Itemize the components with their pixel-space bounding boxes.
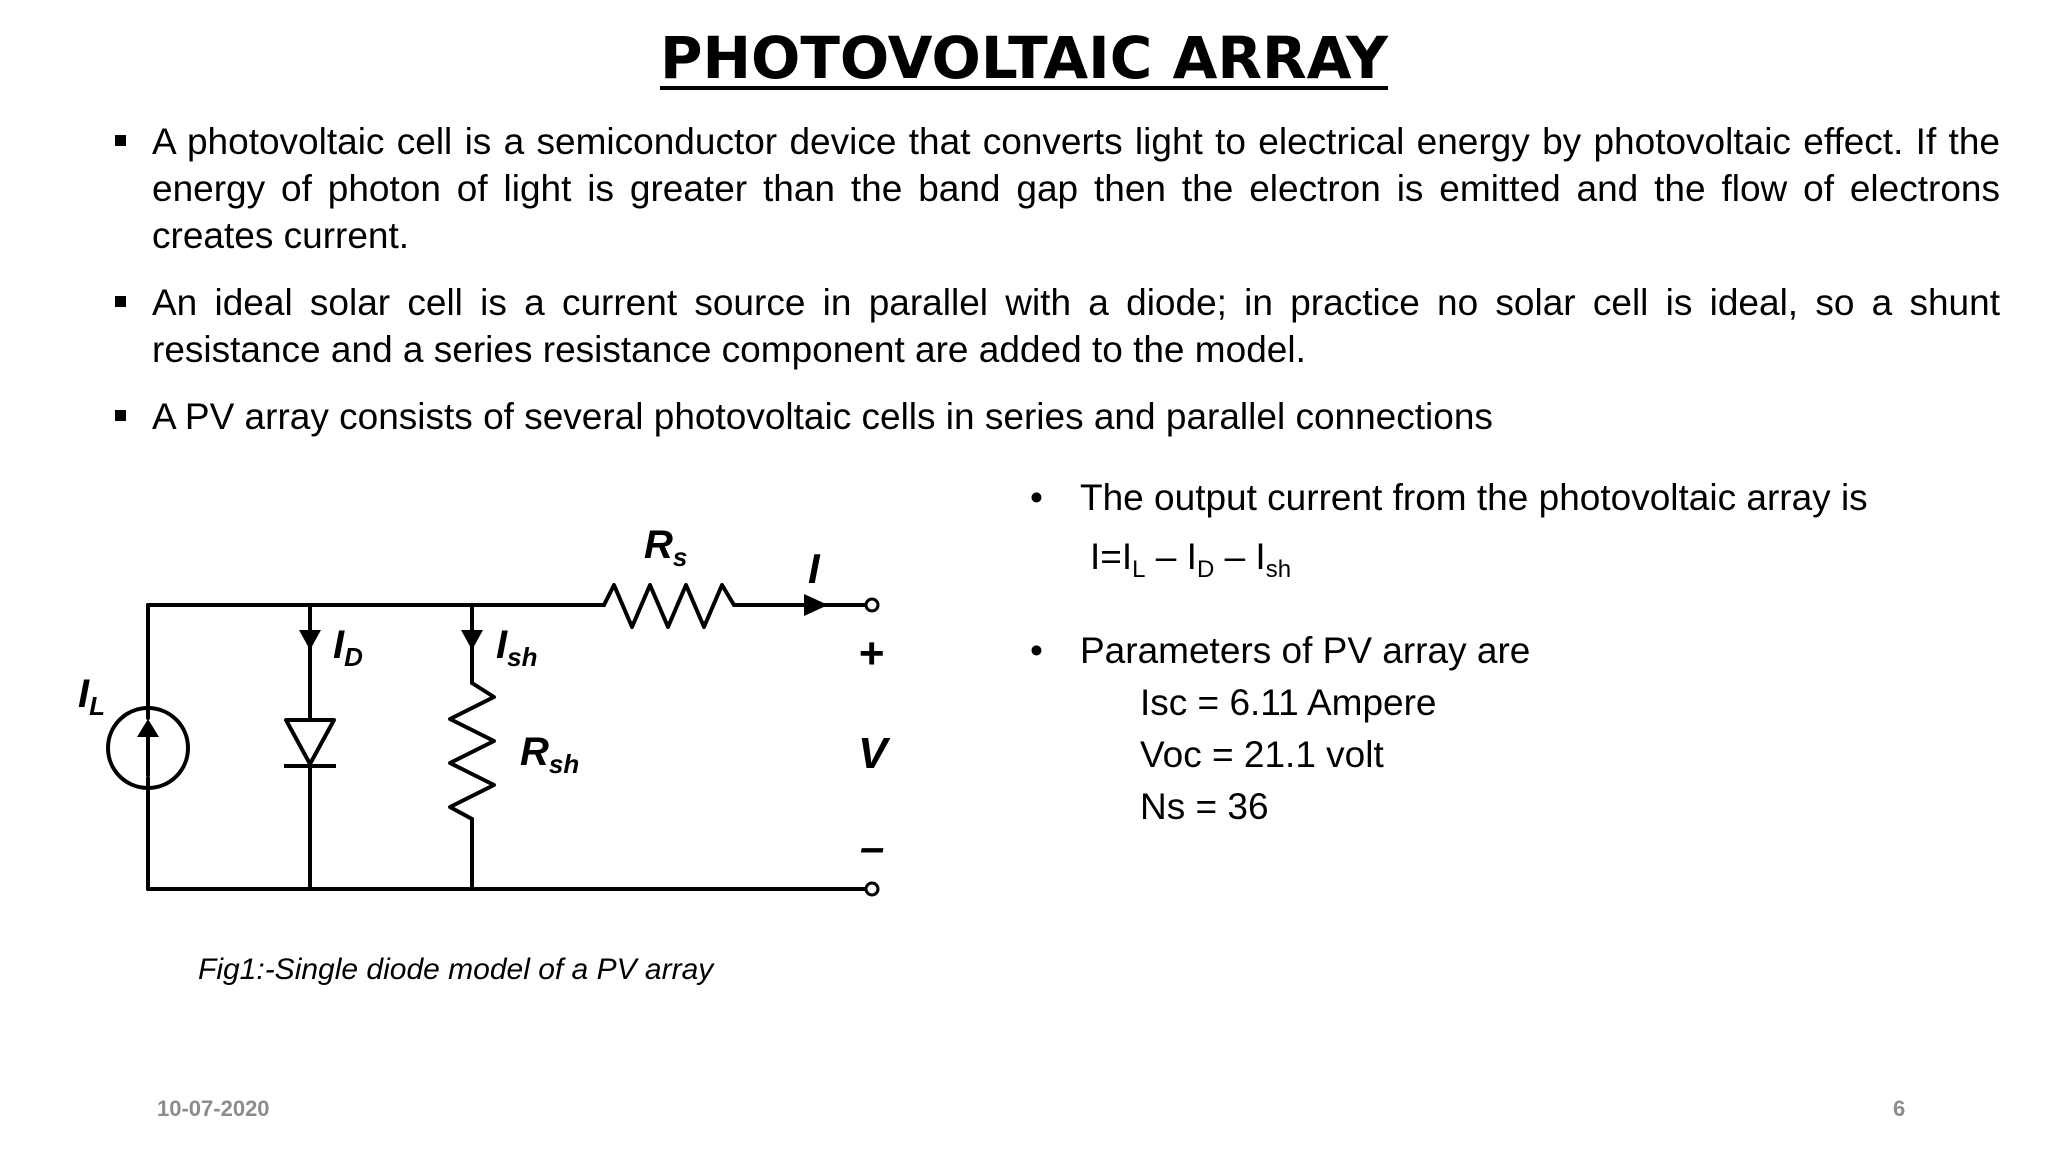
diode-current-arrow-icon [299,630,321,650]
label-plus: + [858,629,884,678]
shunt-current-arrow-icon [461,630,483,650]
label-id: $I_D$ [333,623,363,672]
diode-symbol [286,720,334,764]
label-voltage: V [858,729,888,778]
label-rs: $R_s$ [644,523,688,572]
series-resistor-rs [604,585,734,627]
current-source-arrow-icon [137,719,159,737]
page-number: 6 [1893,1096,1906,1121]
negative-terminal [866,883,878,895]
parameters-bullet [1030,625,1530,677]
round-bullet-icon: • [1030,477,1043,518]
label-rsh: $R_{sh}$ [520,730,580,779]
parameters-heading: Parameters of PV array are [1080,630,1531,671]
output-current-text: The output current from the photovoltaic array is [1080,477,1868,518]
slide-title-text: PHOTOVOLTAIC ARRAY [659,24,1389,92]
footer-date: 10-07-2020 [157,1096,270,1121]
output-current-formula: $I=I_L - I_D - I_{sh}$ [1090,536,1292,583]
label-output-current: I [808,545,820,592]
bullet-text: A photovoltaic cell is a semiconductor device that converts light to electrical energy by photovoltaic effect. If the energy of photon of light is greater than the band gap then the electron is emitted and the flow of electrons creates current. [152,121,2000,256]
shunt-resistor-rsh [450,683,494,819]
parameter-voc: Voc = 21.1 volt [1140,734,1384,775]
parameter-ns: Ns = 36 [1140,786,1269,827]
output-current-arrow-icon [804,594,828,616]
round-bullet-icon: • [1030,630,1043,671]
parameter-isc: Isc = 6.11 Ampere [1140,682,1437,723]
label-minus: – [860,823,885,872]
output-current-bullet [1030,472,2030,524]
label-il: $I_L$ [78,672,106,721]
label-ish: $I_{sh}$ [496,623,538,672]
bullet-text: An ideal solar cell is a current source in parallel with a diode; in practice no solar cell is ideal, so a shunt resistance and a series resistance component are added to the model. [152,282,2000,370]
positive-terminal [866,599,878,611]
bullet-text: A PV array consists of several photovoltaic cells in series and parallel connections [152,396,1493,437]
figure-caption: Fig1:-Single diode model of a PV array [198,953,714,986]
